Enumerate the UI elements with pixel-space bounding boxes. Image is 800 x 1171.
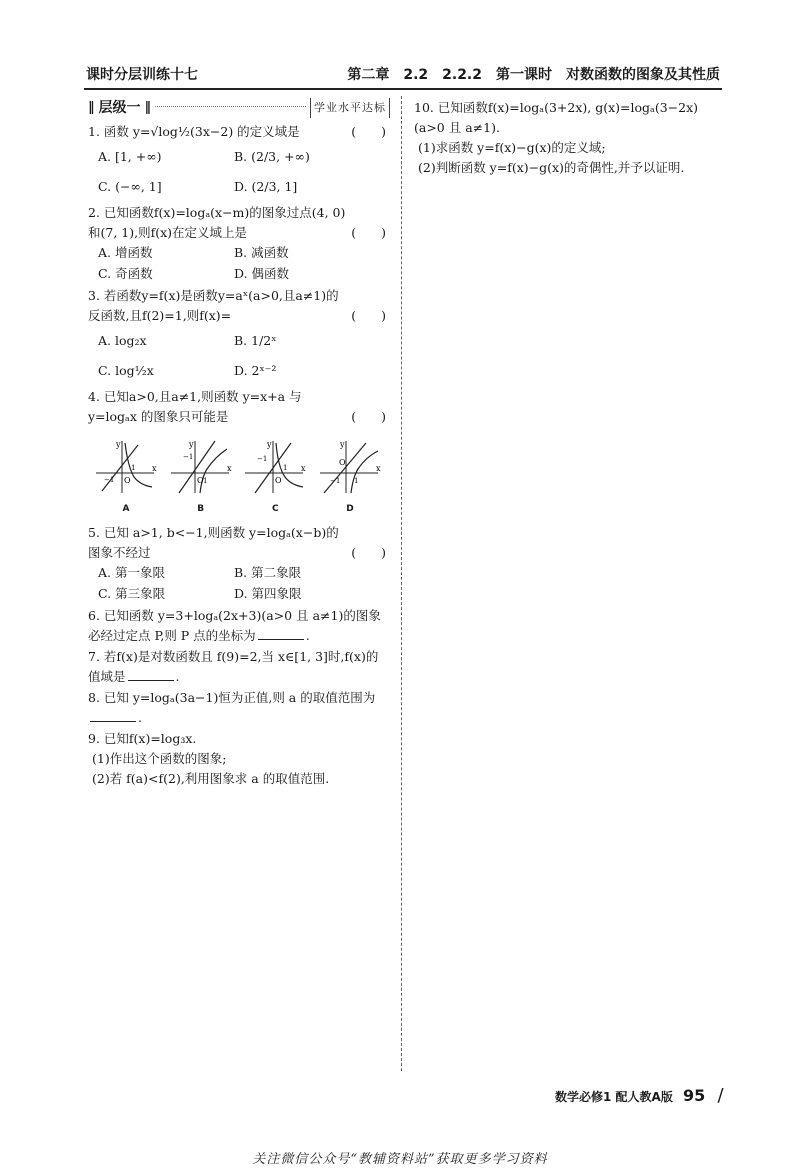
- answer-paren: ( ): [351, 308, 386, 323]
- graph-x-label: x: [226, 464, 232, 473]
- question-stem: 7. 若f(x)是对数函数且 f(9)=2,当 x∈[1, 3]时,f(x)的值域是: [88, 649, 379, 684]
- option-d: D. 第四象限: [234, 586, 302, 601]
- question-10: [414, 98, 722, 178]
- graph-neg-one-label: −1: [257, 455, 268, 463]
- question-stem: 2. 已知函数f(x)=logₐ(x−m)的图象过点(4, 0)和(7, 1),则f(x)在定义域上是: [88, 205, 346, 240]
- answer-blank[interactable]: [128, 668, 174, 681]
- bottom-note: 关注微信公众号“教辅资料站”获取更多学习资料: [252, 1152, 548, 1167]
- graph-b-figure: [169, 437, 233, 495]
- footer-slash: /: [717, 1085, 724, 1106]
- option-d: D. (2/3, 1]: [234, 179, 298, 194]
- option-d: D. 2ˣ⁻²: [234, 363, 277, 378]
- graph-origin-label: O: [338, 458, 346, 467]
- option-c: C. log½x: [98, 363, 154, 378]
- graph-one-label: 1: [283, 464, 288, 472]
- section-title: 层级一: [98, 100, 141, 116]
- graph-origin-label: O: [275, 476, 282, 485]
- graph-d-figure: [318, 437, 382, 495]
- graph-label-b: B: [197, 504, 205, 514]
- section-tag: 学业水平达标: [310, 98, 390, 118]
- graph-label-c: C: [272, 504, 279, 514]
- option-c: C. 第三象限: [98, 586, 166, 601]
- sub-question-1: (1)作出这个函数的图象;: [92, 751, 227, 766]
- option-b: B. 第二象限: [234, 565, 302, 580]
- answer-paren: ( ): [351, 545, 386, 560]
- graph-y-label: y: [267, 440, 272, 449]
- answer-paren: ( ): [351, 409, 386, 424]
- page-number: 95: [683, 1086, 706, 1105]
- graph-c-figure: [243, 437, 307, 495]
- graph-neg-one-label: −1: [182, 453, 193, 461]
- section-bars-right: ‖: [144, 100, 151, 115]
- question-4: [88, 387, 390, 519]
- header-lesson-title: 课时分层训练十七: [86, 67, 198, 83]
- graph-one-label: 1: [353, 477, 359, 485]
- right-column: [414, 98, 722, 179]
- option-a: A. log₂x: [98, 333, 147, 348]
- graph-one-label: 1: [202, 477, 208, 485]
- page-header: [86, 62, 720, 86]
- graph-label-a: A: [122, 504, 130, 514]
- option-a: A. 增函数: [98, 245, 153, 260]
- graph-y-label: y: [188, 440, 194, 449]
- question-stem-end: .: [175, 669, 180, 684]
- question-stem: 3. 若函数y=f(x)是函数y=aˣ(a>0,且a≠1)的反函数,且f(2)=1,则f(x)=: [88, 288, 339, 323]
- graph-option-a: [94, 437, 158, 519]
- graph-origin-label: O: [196, 476, 204, 485]
- answer-paren: ( ): [351, 124, 386, 139]
- sub-question-2: (2)判断函数 y=f(x)−g(x)的奇偶性,并予以证明.: [418, 160, 685, 175]
- question-stem: 9. 已知f(x)=log₃x.: [88, 731, 197, 746]
- graph-options: [94, 437, 382, 519]
- section-bars-left: ‖: [88, 100, 95, 115]
- question-1: [88, 122, 390, 202]
- header-chapter-title: 第二章 2.2 2.2.2 第一课时 对数函数的图象及其性质: [347, 67, 720, 83]
- question-5: [88, 523, 390, 605]
- sub-question-2: (2)若 f(a)<f(2),利用图象求 a 的取值范围.: [92, 771, 330, 786]
- question-6: [88, 606, 390, 646]
- graph-a-figure: [94, 437, 158, 495]
- section-dotted-leader: [155, 106, 306, 107]
- question-stem: 4. 已知a>0,且a≠1,则函数 y=x+a 与 y=logₐx 的图象只可能是: [88, 389, 302, 424]
- page-footer: [555, 1085, 724, 1106]
- left-column: [88, 98, 390, 790]
- question-stem: 1. 函数 y=√log½(3x−2) 的定义域是: [88, 124, 300, 139]
- header-rule: [84, 88, 722, 90]
- option-c: C. 奇函数: [98, 266, 153, 281]
- footer-book-title: 数学必修1 配人教A版: [555, 1090, 673, 1104]
- answer-paren: ( ): [351, 225, 386, 240]
- question-stem: 10. 已知函数f(x)=logₐ(3+2x), g(x)=logₐ(3−2x)(a>0 且 a≠1).: [414, 100, 699, 135]
- sub-question-1: (1)求函数 y=f(x)−g(x)的定义域;: [418, 140, 606, 155]
- option-a: A. 第一象限: [98, 565, 165, 580]
- graph-label-d: D: [346, 504, 354, 514]
- question-2: [88, 203, 390, 285]
- graph-x-label: x: [152, 464, 157, 473]
- graph-y-label: y: [339, 440, 345, 449]
- question-stem: 6. 已知函数 y=3+logₐ(2x+3)(a>0 且 a≠1)的图象必经过定点 P,则 P 点的坐标为: [88, 608, 381, 643]
- graph-option-b: [169, 437, 233, 519]
- graph-x-label: x: [301, 464, 306, 473]
- column-divider: [401, 96, 402, 1071]
- question-stem-end: .: [305, 628, 310, 643]
- option-d: D. 偶函数: [234, 266, 290, 281]
- option-c: C. (−∞, 1]: [98, 179, 162, 194]
- graph-neg-one-label: −1: [329, 477, 341, 485]
- question-3: [88, 286, 390, 386]
- graph-x-label: x: [375, 464, 381, 473]
- question-8: [88, 688, 390, 728]
- graph-one-label: 1: [131, 464, 136, 472]
- question-stem-end: .: [138, 710, 142, 725]
- question-9: [88, 729, 390, 789]
- option-b: B. 1/2ˣ: [234, 333, 277, 348]
- option-a: A. [1, +∞): [98, 149, 162, 164]
- section-heading: [88, 98, 390, 118]
- question-stem: 5. 已知 a>1, b<−1,则函数 y=logₐ(x−b)的图象不经过: [88, 525, 339, 560]
- option-b: B. (2/3, +∞): [234, 149, 310, 164]
- graph-option-c: [243, 437, 307, 519]
- answer-blank[interactable]: [90, 709, 136, 722]
- graph-option-d: [318, 437, 382, 519]
- question-7: [88, 647, 390, 687]
- question-stem: 8. 已知 y=logₐ(3a−1)恒为正值,则 a 的取值范围为: [88, 690, 376, 705]
- graph-y-label: y: [116, 440, 121, 449]
- graph-origin-label: O: [124, 476, 131, 485]
- graph-neg-one-label: −1: [104, 476, 115, 484]
- option-b: B. 减函数: [234, 245, 289, 260]
- answer-blank[interactable]: [258, 627, 304, 640]
